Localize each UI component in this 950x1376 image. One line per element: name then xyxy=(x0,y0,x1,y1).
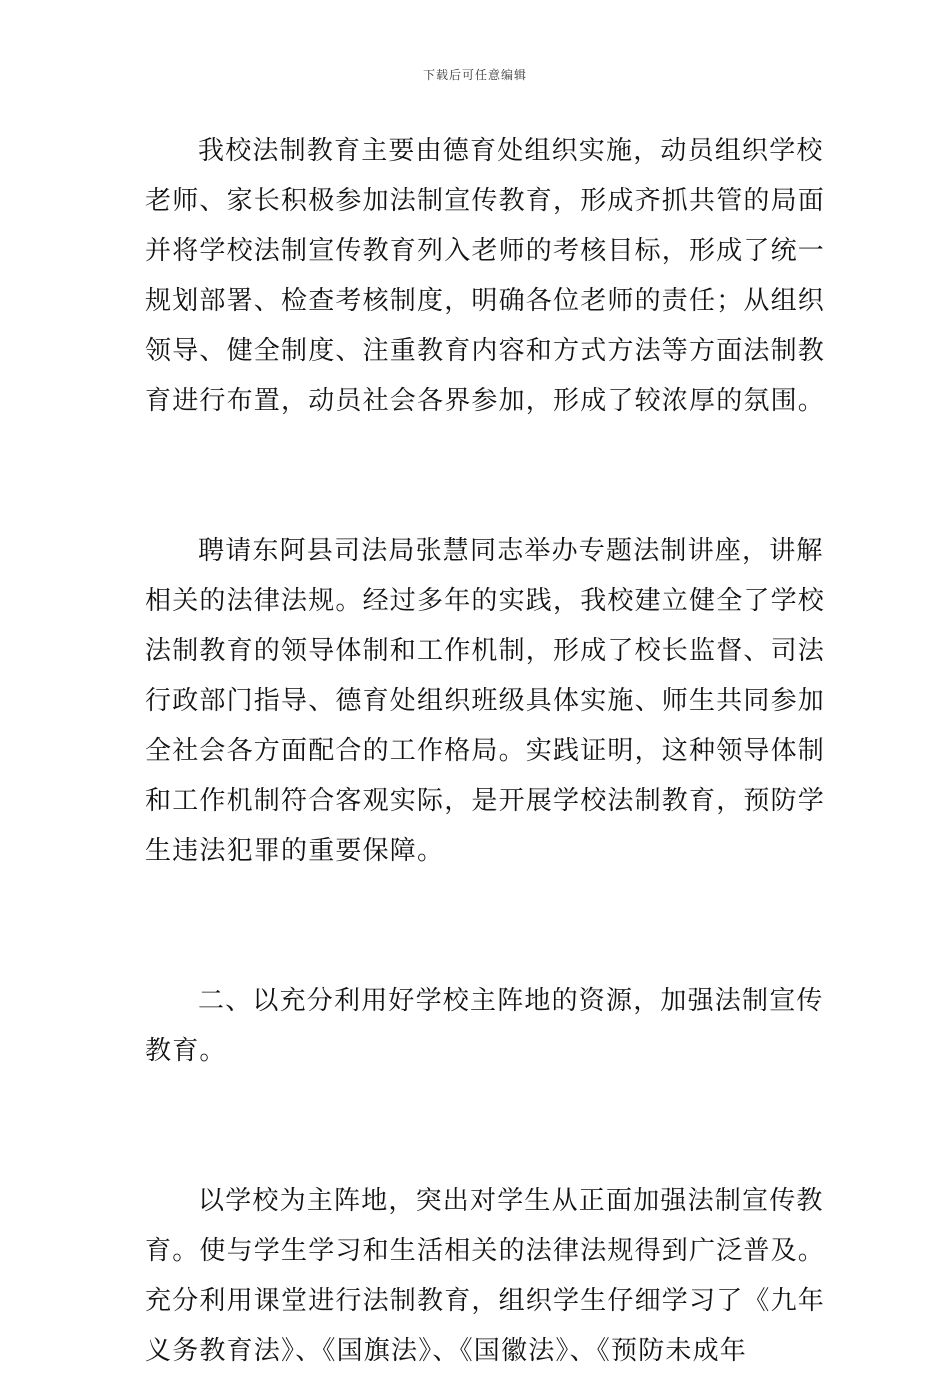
document-body xyxy=(145,126,826,1376)
paragraph-gap xyxy=(145,426,810,476)
paragraph-line: 生违法犯罪的重要保障。 xyxy=(145,836,445,866)
header-note: 下载后可任意编辑 xyxy=(422,68,527,82)
paragraph-line: 我校法制教育主要由德育处组织实施，动员组织学校 xyxy=(198,136,824,166)
paragraph-gap xyxy=(145,876,810,926)
paragraph-line: 法制教育的领导体制和工作机制，形成了校长监督、司法 xyxy=(145,636,826,666)
paragraph-line: 领导、健全制度、注重教育内容和方式方法等方面法制教 xyxy=(145,336,826,366)
paragraph-line: 相关的法律法规。经过多年的实践，我校建立健全了学校 xyxy=(145,586,826,616)
paragraph-gap xyxy=(145,476,810,526)
paragraph-line: 育进行布置，动员社会各界参加，形成了较浓厚的氛围。 xyxy=(145,386,826,416)
paragraph-gap xyxy=(145,926,810,976)
paragraph-line: 全社会各方面配合的工作格局。实践证明，这种领导体制 xyxy=(145,736,826,766)
paragraph-line: 教育。 xyxy=(145,1036,227,1066)
section-heading xyxy=(145,976,824,1076)
paragraph-line: 和工作机制符合客观实际，是开展学校法制教育，预防学 xyxy=(145,786,826,816)
paragraph-1 xyxy=(145,126,826,426)
paragraph-line: 老师、家长积极参加法制宣传教育，形成齐抓共管的局面 xyxy=(145,186,826,216)
paragraph-line: 二、以充分利用好学校主阵地的资源，加强法制宣传 xyxy=(198,986,824,1016)
paragraph-line: 义务教育法》、《国旗法》、《国徽法》、《预防未成年 xyxy=(145,1336,748,1366)
paragraph-gap xyxy=(145,1126,810,1176)
paragraph-line: 行政部门指导、德育处组织班级具体实施、师生共同参加 xyxy=(145,686,826,716)
paragraph-line: 育。使与学生学习和生活相关的法律法规得到广泛普及。 xyxy=(145,1236,826,1266)
paragraph-2 xyxy=(145,526,826,876)
paragraph-line: 聘请东阿县司法局张慧同志举办专题法制讲座，讲解 xyxy=(198,536,824,566)
paragraph-line: 充分利用课堂进行法制教育，组织学生仔细学习了《九年 xyxy=(145,1286,826,1316)
paragraph-gap xyxy=(145,1076,810,1126)
paragraph-3 xyxy=(145,1176,826,1376)
paragraph-line: 以学校为主阵地，突出对学生从正面加强法制宣传教 xyxy=(198,1186,824,1216)
paragraph-line: 并将学校法制宣传教育列入老师的考核目标，形成了统一 xyxy=(145,236,826,266)
paragraph-line: 规划部署、检查考核制度，明确各位老师的责任；从组织 xyxy=(145,286,826,316)
